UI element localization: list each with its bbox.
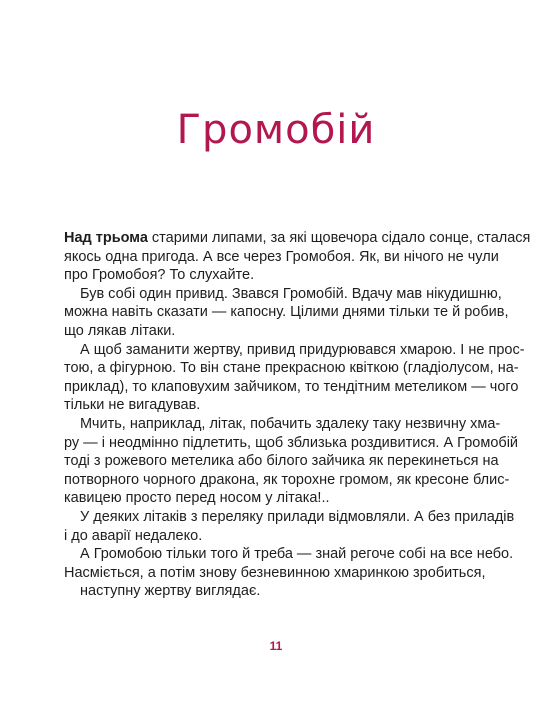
text-line: приклад), то клаповухим зайчиком, то тендітним метеликом — чого (64, 378, 519, 395)
text-line: Насміється, а потім знову безневинною хмаринкою зробиться, (64, 564, 486, 581)
paragraph-5 (64, 508, 515, 545)
paragraph-2 (64, 285, 509, 341)
text-line: що лякав літаки. (64, 322, 176, 339)
paragraph-6 (64, 545, 514, 601)
text-line: потворного чорного дракона, як торохне громом, як кресоне блис- (64, 471, 510, 488)
text-line: якось одна пригода. А все через Громобоя. Як, ви нічого не чули (64, 248, 499, 265)
text-line: У деяких літаків з переляку прилади відмовляли. А без приладів (80, 508, 515, 525)
text-span: старими липами, за які щовечора сідало сонце, сталася (147, 230, 531, 246)
text-line: наступну жертву виглядає. (80, 583, 261, 600)
paragraph-4 (64, 415, 519, 508)
text-line: Мчить, наприклад, літак, побачить здалеку таку незвичну хма- (80, 415, 501, 432)
text-line: А Громобою тільки того й треба — знай регоче собі на все небо. (80, 546, 514, 563)
text-line: тою, а фігурною. То він стане прекрасною квіткою (гладіолусом, на- (64, 360, 519, 377)
text-line: ру — і неодмінно підлетить, щоб зблизька роздивитися. А Громобій (64, 434, 519, 451)
text-line: А щоб заманити жертву, привид придурювався хмарою. І не прос- (80, 341, 525, 358)
text-line: про Громобоя? То слухайте. (64, 267, 255, 284)
text-line: тоді з рожевого метелика або білого зайчика як перекинеться на (64, 453, 499, 470)
text-line (64, 229, 531, 248)
page-number: 11 (269, 639, 283, 653)
paragraph-1 (64, 229, 531, 285)
lead-in-bold: Над трьома (64, 230, 148, 246)
text-line: тільки не вигадував. (64, 397, 201, 414)
paragraph-3 (64, 341, 525, 415)
text-line: кавицею просто перед носом у літака!.. (64, 490, 330, 507)
text-line: можна навіть сказати — капосну. Цілими днями тільки те й робив, (64, 304, 509, 321)
text-line: Був собі один привид. Звався Громобій. Вдачу мав нікудишню, (80, 285, 502, 302)
story-text (64, 229, 531, 601)
chapter-title: Громобій (176, 107, 376, 153)
text-line: і до аварії недалеко. (64, 527, 203, 544)
